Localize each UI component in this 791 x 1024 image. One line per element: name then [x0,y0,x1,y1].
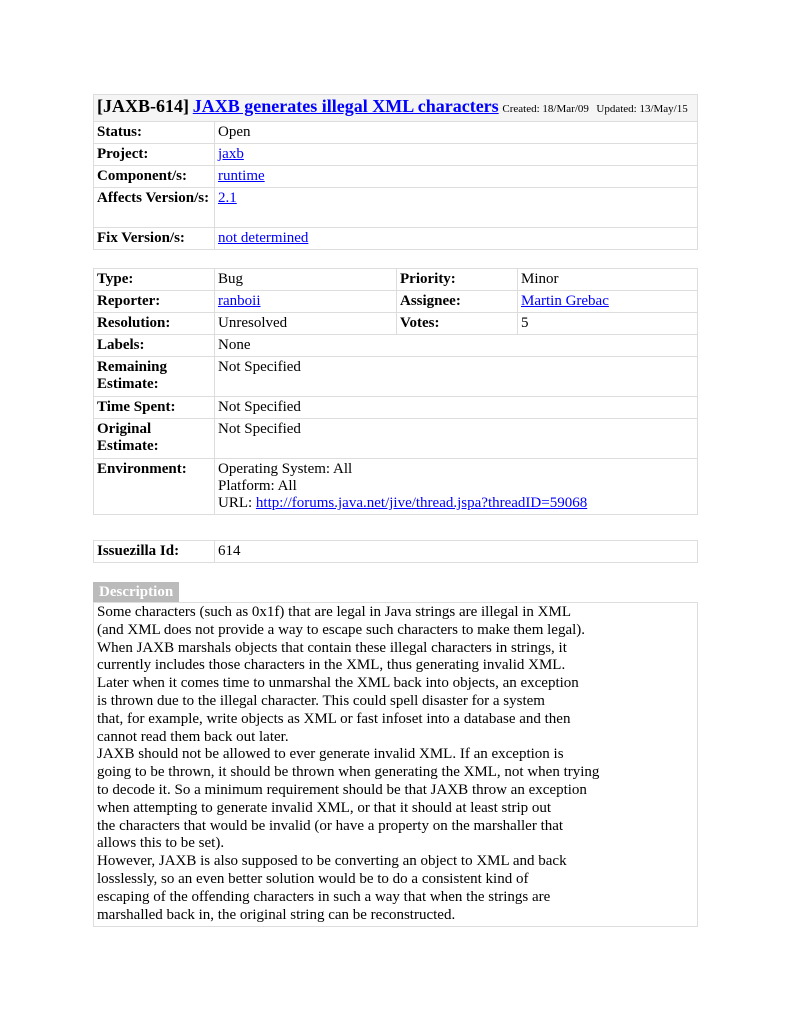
description-line: allows this to be set). [97,835,225,852]
env-url-prefix: URL: [218,495,256,511]
summary-value: Open [218,124,251,140]
table-row [94,122,698,144]
priority-value: Minor [518,269,698,291]
table-row [94,291,698,313]
description-line: When JAXB marshals objects that contain these illegal characters in strings, it [97,639,567,656]
details-table [93,268,698,515]
updated-date: Updated: 13/May/15 [596,103,688,115]
labels-value: None [215,335,698,357]
table-row [94,166,698,188]
summary-value-cell [215,144,698,166]
description-line: losslessly, so an even better solution would be to do a consistent kind of [97,870,529,887]
reporter-link[interactable]: ranboii [218,293,261,309]
summary-label: Component/s: [94,166,215,188]
remaining-label: Remaining Estimate: [94,357,215,397]
table-row [94,269,698,291]
votes-value: 5 [518,313,698,335]
table-row [94,459,698,515]
summary-table [93,94,698,250]
table-row [94,335,698,357]
table-row [94,397,698,419]
description-line: that, for example, write objects as XML or fast infoset into a database and then [97,710,571,727]
description-line: marshalled back in, the original string can be reconstructed. [97,906,456,923]
issue-key: [JAXB-614] [97,96,189,116]
table-row [94,357,698,397]
issue-header [94,95,698,122]
issuezilla-value: 614 [215,541,698,563]
type-value: Bug [215,269,397,291]
summary-value-link[interactable]: runtime [218,168,265,184]
original-value: Not Specified [215,419,698,459]
summary-label: Status: [94,122,215,144]
env-os: Operating System: All [218,461,353,477]
summary-value-cell [215,122,698,144]
resolution-label: Resolution: [94,313,215,335]
env-url-link[interactable]: http://forums.java.net/jive/thread.jspa?threadID=59068 [255,495,588,511]
reporter-label: Reporter: [94,291,215,313]
created-date: Created: 18/Mar/09 [502,103,589,115]
table-row [94,419,698,459]
table-row [94,228,698,250]
description-line: Later when it comes time to unmarshal the XML back into objects, an exception [97,675,579,692]
assignee-label: Assignee: [397,291,518,313]
table-row [94,541,698,563]
original-label: Original Estimate: [94,419,215,459]
votes-label: Votes: [397,313,518,335]
env-platform: Platform: All [218,478,297,494]
description-line: is thrown due to the illegal character. This could spell disaster for a system [97,692,545,709]
summary-label: Affects Version/s: [94,188,215,228]
description-line: currently includes those characters in the XML, thus generating invalid XML. [97,657,566,674]
table-row [94,313,698,335]
environment-label: Environment: [94,459,215,515]
description-tab: Description [93,582,179,603]
description-line: JAXB should not be allowed to ever generate invalid XML. If an exception is [97,746,564,763]
spent-label: Time Spent: [94,397,215,419]
summary-value-cell [215,188,698,228]
summary-label: Project: [94,144,215,166]
summary-value-cell [215,166,698,188]
resolution-value: Unresolved [215,313,397,335]
summary-label: Fix Version/s: [94,228,215,250]
summary-value-link[interactable]: not determined [218,230,309,246]
description-line: cannot read them back out later. [97,728,289,745]
issue-title-link[interactable]: JAXB generates illegal XML characters [192,96,499,116]
description-line: escaping of the offending characters in such a way that when the strings are [97,888,551,905]
table-row [94,188,698,228]
summary-value-cell [215,228,698,250]
assignee-link[interactable]: Martin Grebac [521,293,609,309]
labels-label: Labels: [94,335,215,357]
description-line: (and XML does not provide a way to escape such characters to make them legal). [97,621,586,638]
issuezilla-label: Issuezilla Id: [94,541,215,563]
type-label: Type: [94,269,215,291]
summary-value-link[interactable]: 2.1 [218,190,237,206]
spent-value: Not Specified [215,397,698,419]
description-line: to decode it. So a minimum requirement should be that JAXB throw an exception [97,781,587,798]
issuezilla-table [93,540,698,563]
summary-value-link[interactable]: jaxb [218,146,244,162]
environment-value [215,459,698,515]
priority-label: Priority: [397,269,518,291]
table-row [94,144,698,166]
description-line: the characters that would be invalid (or have a property on the marshaller that [97,817,564,834]
description-body [93,602,698,927]
description-line: when attempting to generate invalid XML, or that it should at least strip out [97,799,552,816]
description-line: However, JAXB is also supposed to be converting an object to XML and back [97,853,567,870]
description-line: going to be thrown, it should be thrown when generating the XML, not when trying [97,764,600,781]
description-line: Some characters (such as 0x1f) that are legal in Java strings are illegal in XML [97,604,572,620]
remaining-value: Not Specified [215,357,698,397]
